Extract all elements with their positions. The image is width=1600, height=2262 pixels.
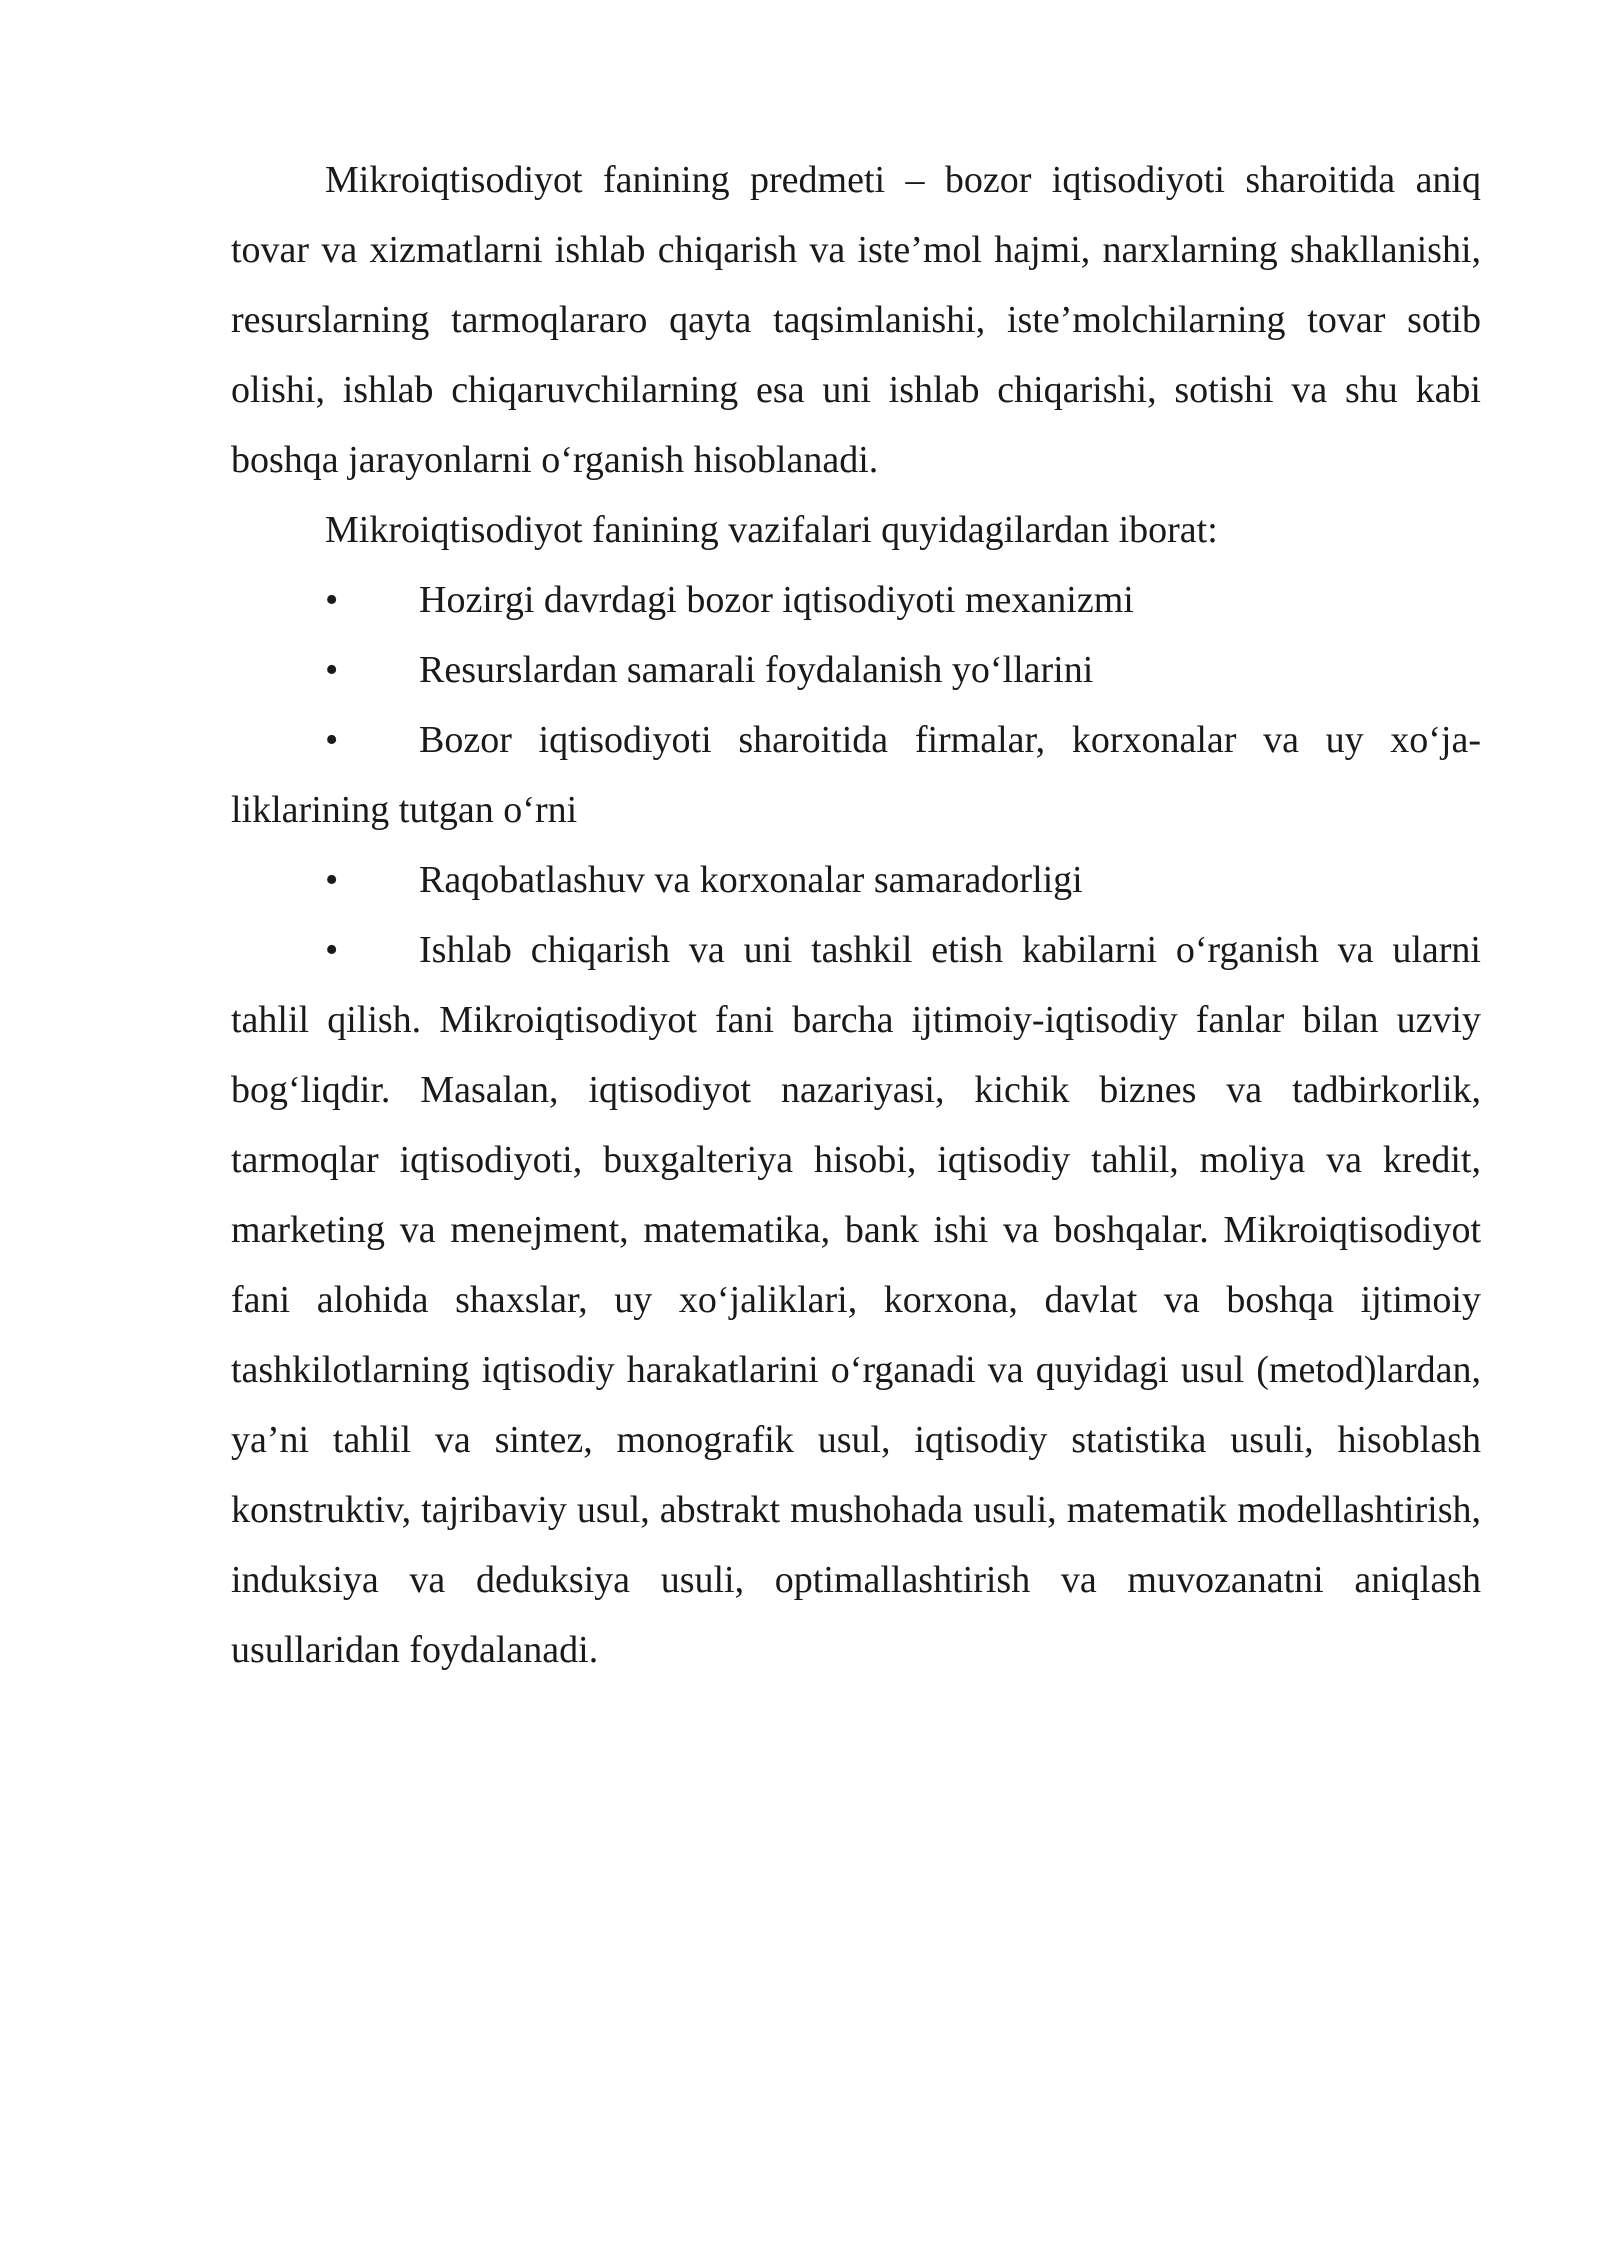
list-item [231,705,1481,845]
document-page [231,145,1481,1685]
bullet-icon: • [325,579,339,621]
bullet-icon: • [325,929,339,971]
list-item-text: Bozor iqtisodiyoti sharoitida firmalar, korxonalar va uy xo‘ja-liklarining tutgan o‘rni [231,719,1481,831]
list-item-text: Hozirgi davrdagi bozor iqtisodiyoti mexanizmi [419,579,1134,621]
list-item-text: Ishlab chiqarish va uni tashkil etish kabilarni o‘rganish va ularni tahlil qilish. Mikroiqtisodiyot fani barcha ijtimoiy-iqtisodiy fanlar bilan uzviy bog‘liqdir. Masalan, iqtisodiyot nazariyasi, kichik biznes va tadbirkorlik, tarmoqlar iqtisodiyoti, buxgalteriya hisobi, iqtisodiy tahlil, moliya va kredit, marketing va menejment, matematika, bank ishi va boshqalar. Mikroiqtisodiyot fani alohida shaxslar, uy xo‘jaliklari, korxona, davlat va boshqa ijtimoiy tashkilotlarning iqtisodiy harakatlarini o‘rganadi va quyidagi usul (metod)lardan, ya’ni tahlil va sintez, monografik usul, iqtisodiy statistika usuli, hisoblash konstruktiv, tajribaviy usul, abstrakt mushohada usuli, matematik modellashtirish, induksiya va deduksiya usuli, optimallashtirish va muvozanatni aniqlash usullaridan foydalanadi. [231,929,1481,1671]
paragraph-tasks-intro: Mikroiqtisodiyot fanining vazifalari quyidagilardan iborat: [325,509,1218,551]
list-item [231,845,1481,915]
list-item [231,565,1481,635]
paragraph-subject: Mikroiqtisodiyot fanining predmeti – bozor iqtisodiyoti sharoitida aniq tovar va xizmatlarni ishlab chiqarish va iste’mol hajmi, narxlarning shakllanishi, resurslarning tarmoqlararo qayta taqsimlanishi, iste’molchilarning tovar sotib olishi, ishlab chiqaruvchilarning esa uni ishlab chiqarishi, sotishi va shu kabi boshqa jarayonlarni o‘rganish hisoblanadi. [231,159,1481,481]
bullet-icon: • [325,859,339,901]
bullet-icon: • [325,649,339,691]
list-item-text: Resurslardan samarali foydalanish yo‘llarini [419,649,1094,691]
list-item [231,915,1481,1685]
list-item [231,635,1481,705]
bullet-icon: • [325,719,339,761]
list-item-text: Raqobatlashuv va korxonalar samaradorligi [419,859,1083,901]
